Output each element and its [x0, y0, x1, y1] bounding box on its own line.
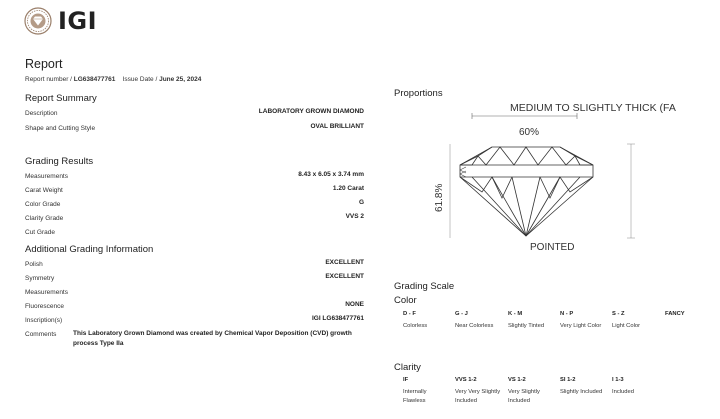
shape-label: Shape and Cutting Style: [25, 125, 96, 132]
symmetry-label: Symmetry: [25, 275, 55, 282]
color-scale-item: K - M Slightly Tinted: [508, 311, 545, 329]
clarity-scale-item: I 1-3 Included: [612, 377, 634, 395]
summary-title: Report Summary: [25, 93, 97, 104]
igi-logo: [24, 7, 97, 35]
inscription-value: IGI LG638477761: [311, 315, 364, 322]
culet-label: POINTED: [530, 242, 575, 253]
clarity-scale-item: VS 1-2 Very Slightly Included: [508, 377, 540, 404]
carat-label: Carat Weight: [25, 187, 63, 194]
proportions-title: Proportions: [394, 88, 443, 99]
clarity-scale-title: Clarity: [394, 362, 421, 373]
diamond-profile: [460, 147, 593, 236]
clarity-scale-item: SI 1-2 Slightly Included: [560, 377, 603, 395]
description-label: Description: [25, 110, 58, 117]
inscription-label: Inscription(s): [25, 317, 63, 324]
fluorescence-value: NONE: [345, 301, 364, 308]
color-grade-value: G: [358, 199, 364, 206]
clarity-scale-item: VVS 1-2 Very Very Slightly Included: [455, 377, 501, 404]
clarity-grade-value: VVS 2: [345, 213, 364, 220]
report-title: Report: [25, 57, 63, 71]
logo-text: IGI: [58, 7, 98, 35]
color-scale-item: G - J Near Colorless: [455, 311, 494, 329]
carat-value: 1.20 Carat: [332, 185, 364, 192]
polish-value: EXCELLENT: [325, 259, 364, 266]
clarity-scale-item: IF Internally Flawless: [403, 377, 427, 404]
additional-title: Additional Grading Information: [25, 244, 154, 255]
measurements-label: Measurements: [25, 173, 68, 180]
polish-label: Polish: [25, 261, 43, 268]
measurements-value: 8.43 x 6.05 x 3.74 mm: [298, 171, 364, 178]
depth-percent: 61.8%: [434, 183, 445, 212]
color-scale-item: D - F Colorless: [403, 311, 428, 329]
proportions-diagram: [420, 96, 690, 258]
shape-value: OVAL BRILLIANT: [310, 123, 364, 130]
color-scale-title: Color: [394, 295, 417, 306]
comments-text: This Laboratory Grown Diamond was created by Chemical Vapor Deposition (CVD) growth process Type IIa: [73, 330, 352, 347]
cut-grade-label: Cut Grade: [25, 229, 55, 236]
clarity-grade-label: Clarity Grade: [25, 215, 64, 222]
color-scale-item: N - P Very Light Color: [560, 311, 602, 329]
description-value: LABORATORY GROWN DIAMOND: [258, 108, 364, 115]
additional-measurements-label: Measurements: [25, 289, 68, 296]
color-scale-item: S - Z Light Color: [612, 311, 641, 329]
fluorescence-label: Fluorescence: [25, 303, 65, 310]
report-meta: [25, 76, 201, 83]
igi-seal-icon: [24, 7, 52, 35]
comments-label: Comments: [25, 331, 57, 338]
symmetry-value: EXCELLENT: [325, 273, 364, 280]
report-number: LG638477761: [73, 76, 116, 83]
grading-scale-title: Grading Scale: [394, 281, 455, 292]
report-number-label: Report number /: [25, 76, 72, 83]
grading-title: Grading Results: [25, 156, 94, 167]
issue-date: June 25, 2024: [159, 76, 202, 83]
table-percent: 60%: [519, 127, 540, 138]
color-scale-item: FANCY: [665, 311, 685, 317]
issue-date-label: Issue Date /: [122, 76, 158, 83]
color-grade-label: Color Grade: [25, 201, 61, 208]
girdle-label: MEDIUM TO SLIGHTLY THICK (FA: [510, 102, 676, 114]
